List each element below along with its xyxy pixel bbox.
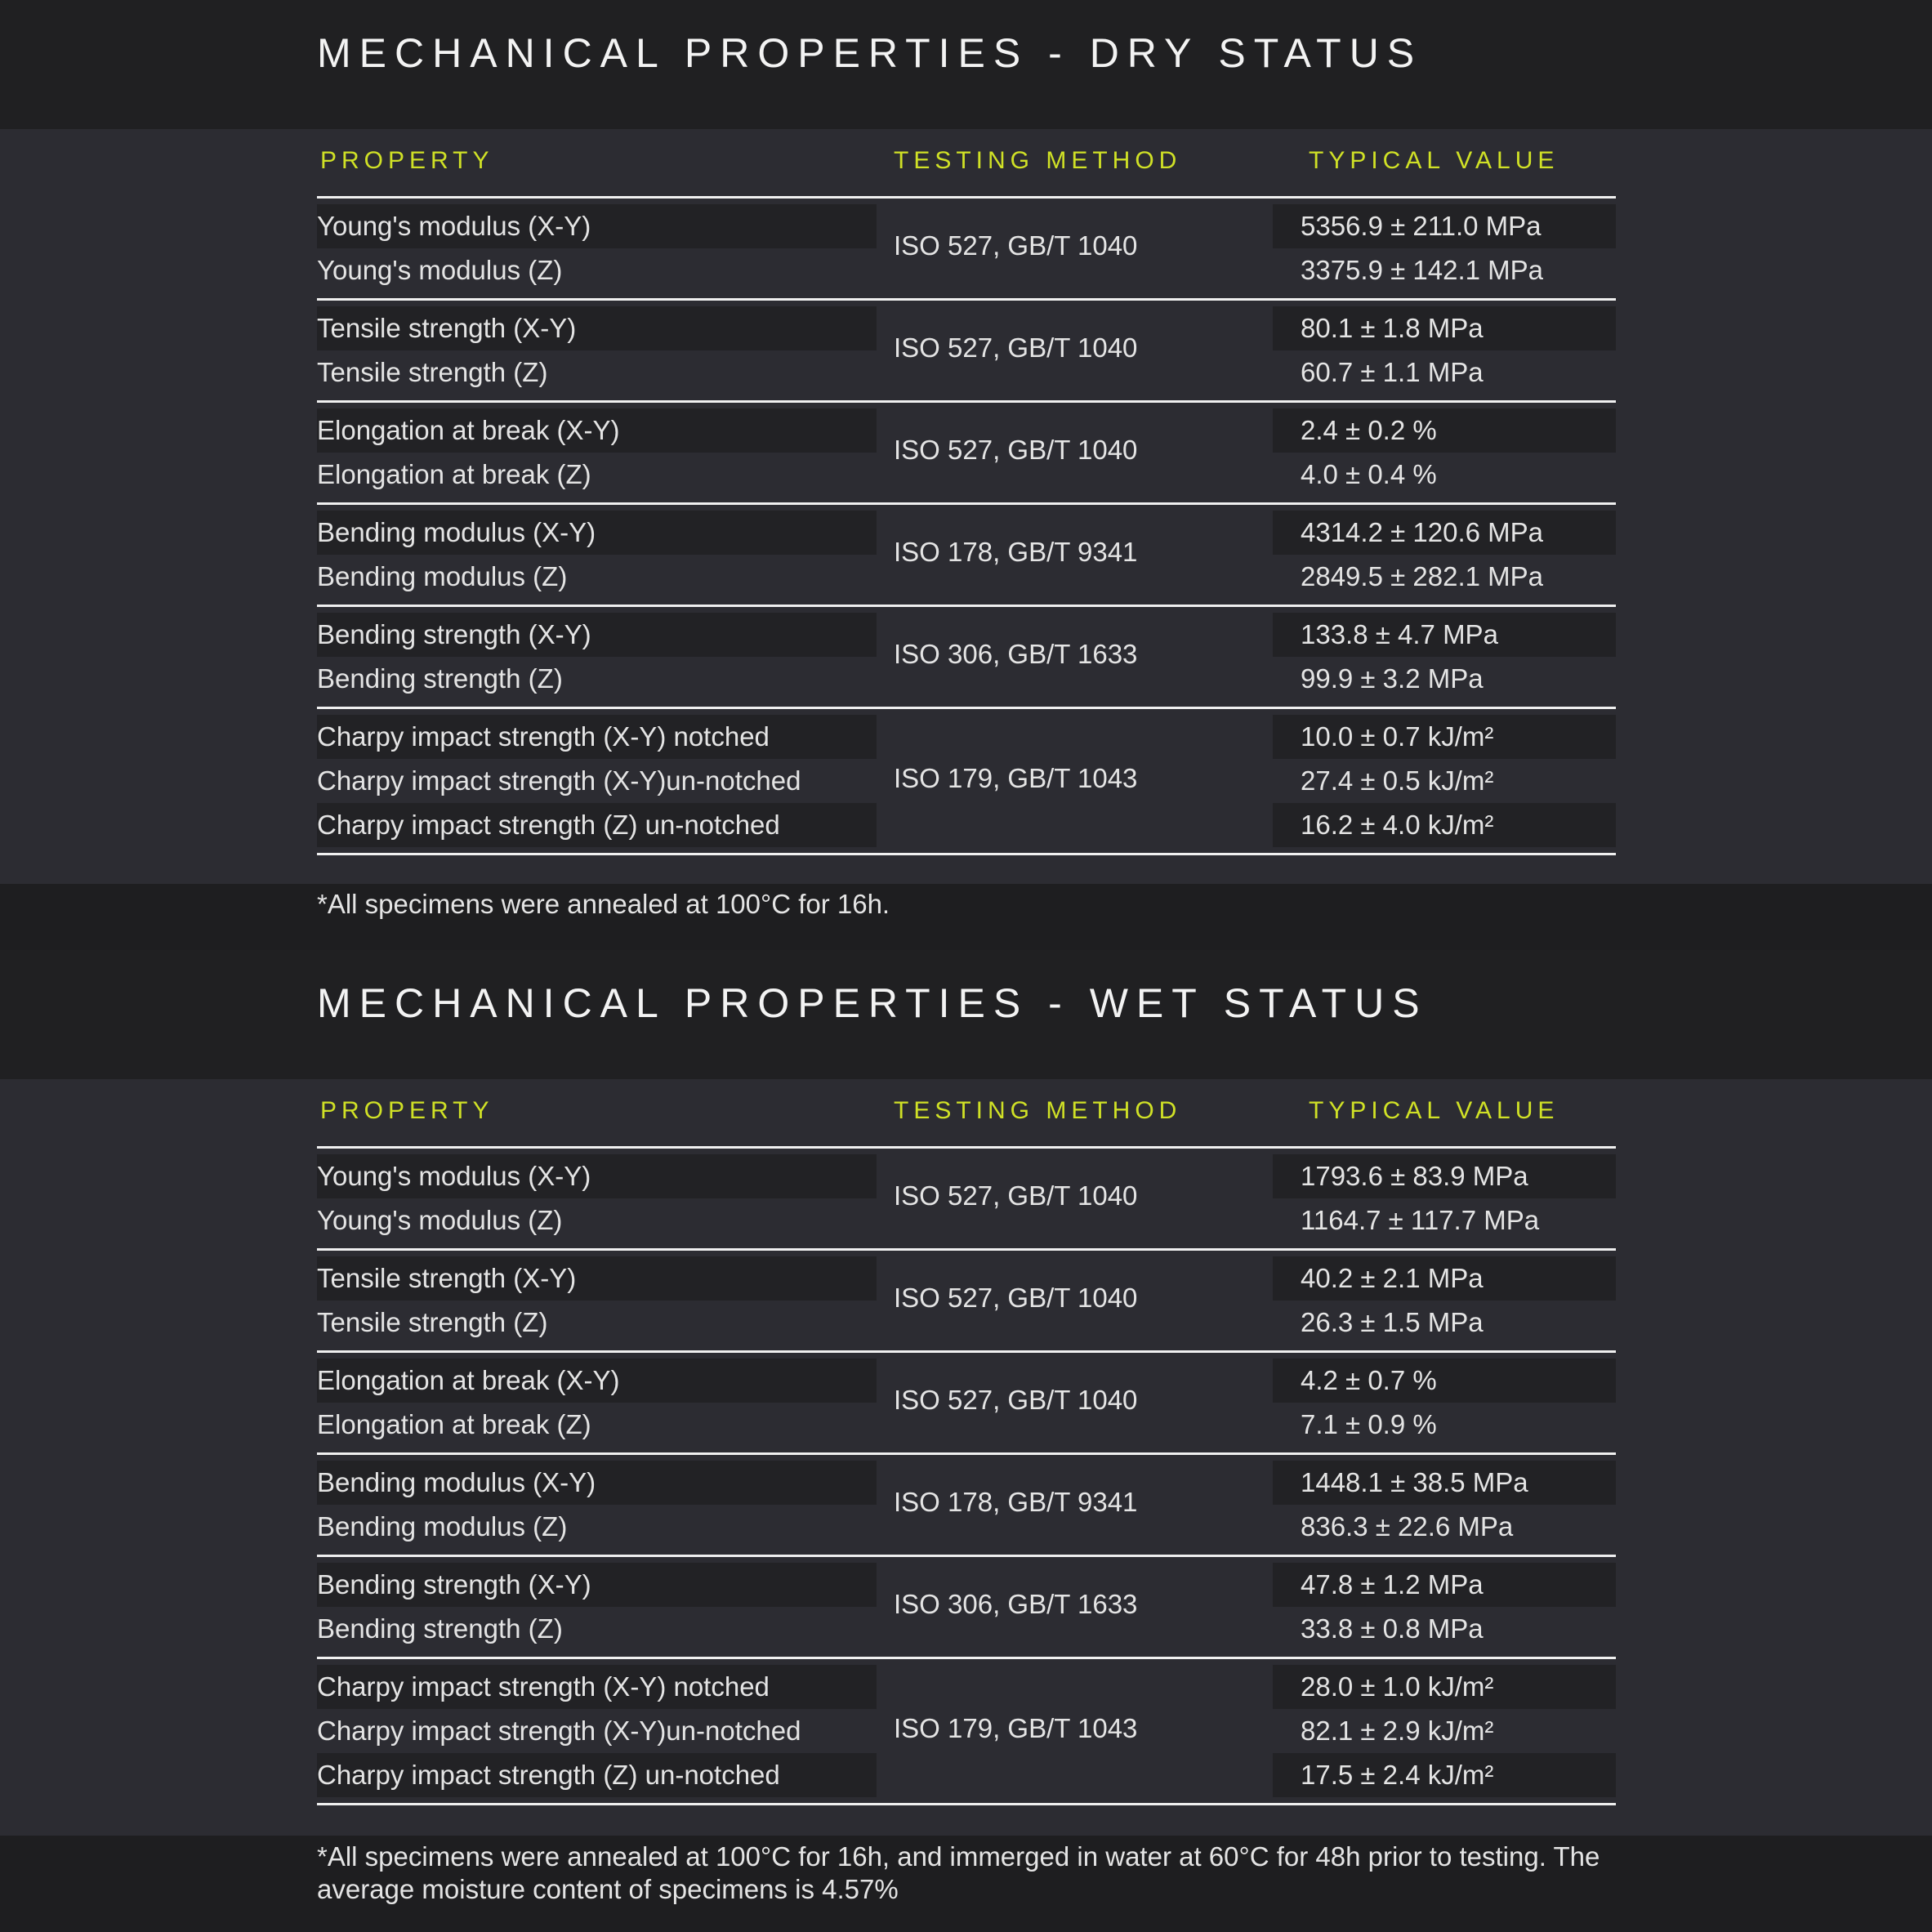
table-bottom-rule — [317, 853, 1616, 855]
typical-value: 5356.9 ± 211.0 MPa — [1301, 211, 1542, 241]
table-row — [317, 803, 1616, 847]
typical-value: 836.3 ± 22.6 MPa — [1301, 1511, 1514, 1542]
method-cell-background — [877, 1753, 1273, 1797]
property-name: Elongation at break (X-Y) — [317, 415, 620, 445]
column-header-property: PROPERTY — [320, 147, 494, 174]
property-group — [317, 707, 1616, 853]
typical-value: 27.4 ± 0.5 kJ/m² — [1301, 765, 1494, 796]
typical-value: 47.8 ± 1.2 MPa — [1301, 1569, 1484, 1600]
property-group — [317, 298, 1616, 400]
property-group — [317, 1657, 1616, 1803]
footnote: *All specimens were annealed at 100°C for 16h. — [317, 889, 890, 919]
dry-status-section — [0, 0, 1932, 950]
column-header-property: PROPERTY — [320, 1097, 494, 1124]
title-band — [0, 0, 1932, 129]
testing-method: ISO 179, GB/T 1043 — [894, 1713, 1138, 1743]
property-name: Charpy impact strength (X-Y)un-notched — [317, 1716, 801, 1746]
column-header-method: TESTING METHOD — [894, 147, 1182, 174]
testing-method: ISO 306, GB/T 1633 — [894, 1589, 1138, 1619]
property-name: Elongation at break (Z) — [317, 1409, 591, 1439]
testing-method: ISO 527, GB/T 1040 — [894, 1283, 1138, 1313]
typical-value: 99.9 ± 3.2 MPa — [1301, 663, 1484, 694]
property-name: Young's modulus (Z) — [317, 1205, 563, 1235]
section-title: MECHANICAL PROPERTIES - DRY STATUS — [317, 30, 1423, 76]
properties-table — [0, 129, 1932, 884]
typical-value: 3375.9 ± 142.1 MPa — [1301, 255, 1543, 285]
typical-value: 82.1 ± 2.9 kJ/m² — [1301, 1716, 1494, 1746]
typical-value: 4.2 ± 0.7 % — [1301, 1365, 1437, 1395]
testing-method: ISO 527, GB/T 1040 — [894, 1180, 1138, 1211]
property-name: Tensile strength (Z) — [317, 1307, 548, 1337]
property-name: Charpy impact strength (X-Y) notched — [317, 721, 770, 752]
property-name: Charpy impact strength (X-Y)un-notched — [317, 765, 801, 796]
property-group — [317, 1555, 1616, 1657]
typical-value: 2849.5 ± 282.1 MPa — [1301, 561, 1543, 591]
property-name: Charpy impact strength (X-Y) notched — [317, 1671, 770, 1702]
column-header-method: TESTING METHOD — [894, 1097, 1182, 1124]
testing-method: ISO 527, GB/T 1040 — [894, 230, 1138, 261]
testing-method: ISO 527, GB/T 1040 — [894, 435, 1138, 465]
typical-value: 1164.7 ± 117.7 MPa — [1301, 1205, 1540, 1235]
typical-value: 40.2 ± 2.1 MPa — [1301, 1263, 1484, 1293]
method-cell-background — [877, 1665, 1273, 1709]
typical-value: 10.0 ± 0.7 kJ/m² — [1301, 721, 1494, 752]
method-cell-background — [877, 715, 1273, 759]
typical-value: 33.8 ± 0.8 MPa — [1301, 1613, 1484, 1644]
property-group — [317, 502, 1616, 605]
typical-value: 16.2 ± 4.0 kJ/m² — [1301, 810, 1494, 840]
column-header-value: TYPICAL VALUE — [1309, 1097, 1559, 1124]
typical-value: 17.5 ± 2.4 kJ/m² — [1301, 1760, 1494, 1790]
property-name: Young's modulus (Z) — [317, 255, 563, 285]
column-header-value: TYPICAL VALUE — [1309, 147, 1559, 174]
property-name: Bending modulus (Z) — [317, 1511, 568, 1542]
typical-value: 26.3 ± 1.5 MPa — [1301, 1307, 1484, 1337]
method-cell-background — [877, 803, 1273, 847]
title-band — [0, 950, 1932, 1079]
property-group — [317, 1248, 1616, 1350]
typical-value: 133.8 ± 4.7 MPa — [1301, 619, 1498, 649]
table-row — [317, 1665, 1616, 1709]
testing-method: ISO 178, GB/T 9341 — [894, 1487, 1138, 1517]
property-name: Young's modulus (X-Y) — [317, 1161, 591, 1191]
typical-value: 7.1 ± 0.9 % — [1301, 1409, 1437, 1439]
property-group — [317, 1350, 1616, 1452]
table-row — [317, 1753, 1616, 1797]
typical-value: 2.4 ± 0.2 % — [1301, 415, 1437, 445]
property-name: Tensile strength (X-Y) — [317, 313, 577, 343]
typical-value: 60.7 ± 1.1 MPa — [1301, 357, 1484, 387]
property-name: Bending strength (Z) — [317, 1613, 563, 1644]
testing-method: ISO 178, GB/T 9341 — [894, 537, 1138, 567]
typical-value: 4.0 ± 0.4 % — [1301, 459, 1437, 489]
property-name: Bending strength (X-Y) — [317, 1569, 591, 1600]
testing-method: ISO 527, GB/T 1040 — [894, 1385, 1138, 1415]
table-header — [0, 1079, 1932, 1146]
property-name: Bending strength (Z) — [317, 663, 563, 694]
typical-value: 1793.6 ± 83.9 MPa — [1301, 1161, 1528, 1191]
table-row — [317, 715, 1616, 759]
table-header — [0, 129, 1932, 196]
property-name: Elongation at break (X-Y) — [317, 1365, 620, 1395]
property-group — [317, 1452, 1616, 1555]
property-name: Bending modulus (X-Y) — [317, 517, 596, 547]
wet-status-section — [0, 950, 1932, 1932]
property-name: Charpy impact strength (Z) un-notched — [317, 810, 780, 840]
property-name: Tensile strength (Z) — [317, 357, 548, 387]
table-bottom-rule — [317, 1803, 1616, 1805]
property-group — [317, 1146, 1616, 1248]
property-group — [317, 400, 1616, 502]
property-name: Tensile strength (X-Y) — [317, 1263, 577, 1293]
property-name: Bending modulus (X-Y) — [317, 1467, 596, 1497]
property-group — [317, 196, 1616, 298]
property-name: Bending strength (X-Y) — [317, 619, 591, 649]
property-name: Elongation at break (Z) — [317, 459, 591, 489]
properties-table — [0, 1079, 1932, 1836]
testing-method: ISO 306, GB/T 1633 — [894, 639, 1138, 669]
section-title: MECHANICAL PROPERTIES - WET STATUS — [317, 980, 1428, 1026]
typical-value: 4314.2 ± 120.6 MPa — [1301, 517, 1543, 547]
property-name: Young's modulus (X-Y) — [317, 211, 591, 241]
property-name: Charpy impact strength (Z) un-notched — [317, 1760, 780, 1790]
footnote: *All specimens were annealed at 100°C for 16h, and immerged in water at 60°C for 48h prior to testing. The average moisture content of specimens is 4.57% — [317, 1841, 1600, 1904]
typical-value: 1448.1 ± 38.5 MPa — [1301, 1467, 1528, 1497]
typical-value: 28.0 ± 1.0 kJ/m² — [1301, 1671, 1494, 1702]
property-group — [317, 605, 1616, 707]
testing-method: ISO 179, GB/T 1043 — [894, 763, 1138, 793]
property-name: Bending modulus (Z) — [317, 561, 568, 591]
testing-method: ISO 527, GB/T 1040 — [894, 332, 1138, 363]
typical-value: 80.1 ± 1.8 MPa — [1301, 313, 1484, 343]
